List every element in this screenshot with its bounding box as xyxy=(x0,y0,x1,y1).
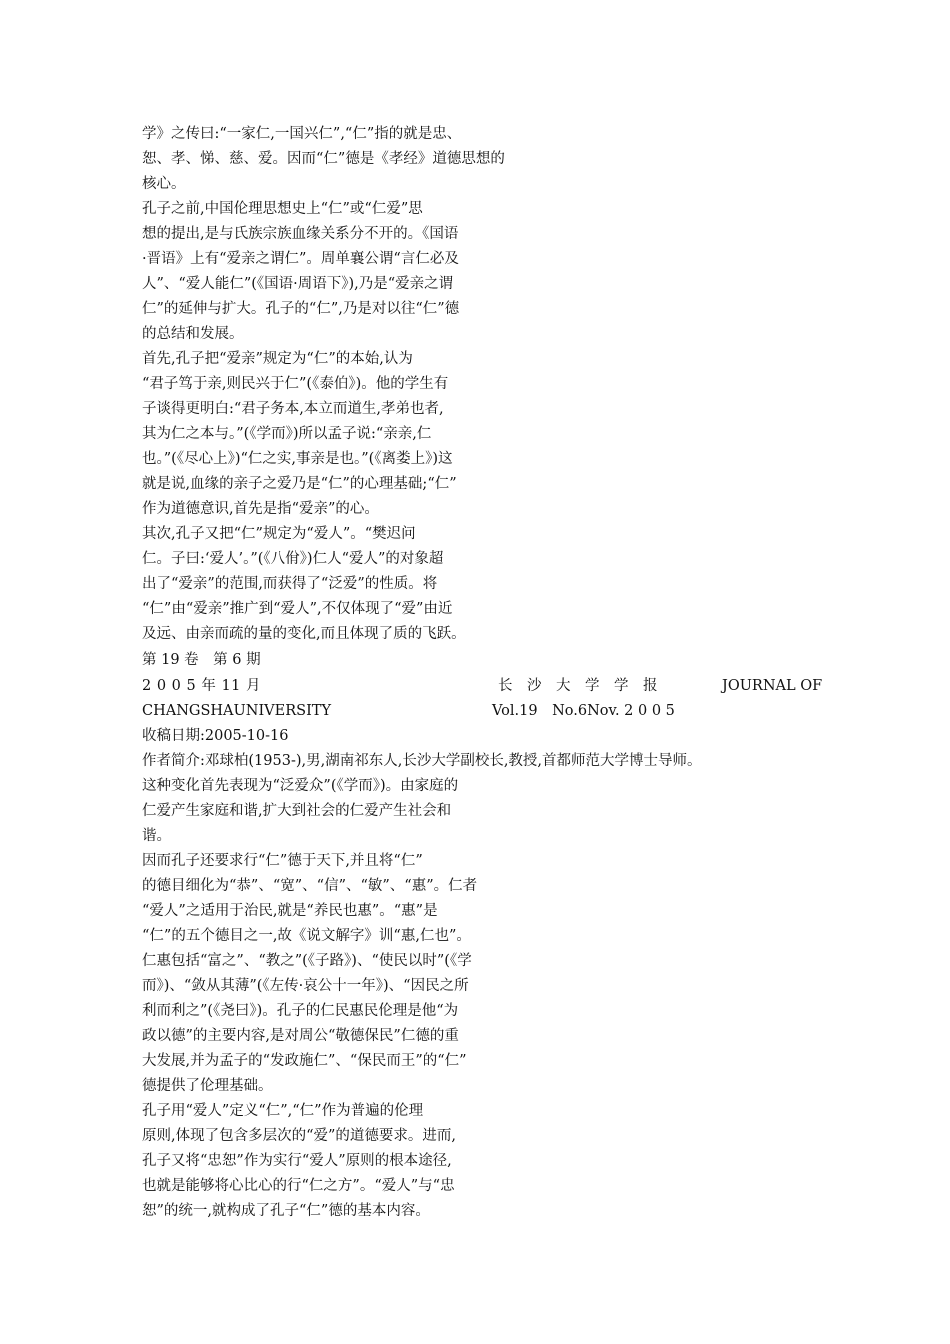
journal-name-cn: 长 沙 大 学 学 报 xyxy=(498,678,658,694)
text-line: “爱人”之适用于治民,就是“养民也惠”。“惠”是 xyxy=(142,903,438,919)
text-line: 学》之传曰:“一家仁,一国兴仁”,“仁”指的就是忠、 xyxy=(142,126,462,142)
text-line: 恕”的统一,就构成了孔子“仁”德的基本内容。 xyxy=(142,1203,430,1219)
text-line: 其为仁之本与。”(《学而》)所以孟子说:“亲亲,仁 xyxy=(142,426,432,442)
text-line: 而》)、“敛从其薄”(《左传·哀公十一年》)、“因民之所 xyxy=(142,978,469,994)
text-line: “仁”由“爱亲”推广到“爱人”,不仅体现了“爱”由近 xyxy=(142,601,453,617)
text-line: 因而孔子还要求行“仁”德于天下,并且将“仁” xyxy=(142,853,423,869)
text-line: 其次,孔子又把“仁”规定为“爱人”。“樊迟问 xyxy=(142,526,416,542)
text-line: “君子笃于亲,则民兴于仁”(《泰伯》)。他的学生有 xyxy=(142,376,449,392)
text-line: 谐。 xyxy=(142,828,171,844)
text-line: 人”、“爱人能仁”(《国语·周语下》),乃是“爱亲之谓 xyxy=(142,276,454,292)
text-line: 的总结和发展。 xyxy=(142,326,244,342)
text-line: 子谈得更明白:“君子务本,本立而道生,孝弟也者, xyxy=(142,401,444,417)
text-line: 仁惠包括“富之”、“教之”(《子路》)、“使民以时”(《学 xyxy=(142,953,472,969)
author-info: 作者简介:邓球柏(1953-),男,湖南祁东人,长沙大学副校长,教授,首都师范大学博士导师。 xyxy=(142,753,702,769)
text-line: 孔子之前,中国伦理思想史上“仁”或“仁爱”思 xyxy=(142,201,423,217)
text-line: 这种变化首先表现为“泛爱众”(《学而》)。由家庭的 xyxy=(142,778,459,794)
journal-name-en: JOURNAL OF xyxy=(722,678,823,694)
text-line: 大发展,并为孟子的“发政施仁”、“保民而王”的“仁” xyxy=(142,1053,467,1069)
text-line: 仁。子曰:‘爱人’。”(《八佾》)仁人“爱人”的对象超 xyxy=(142,551,444,567)
text-line: ·晋语》上有“爱亲之谓仁”。周单襄公谓“言仁必及 xyxy=(142,251,459,267)
text-line: 政以德”的主要内容,是对周公“敬德保民”仁德的重 xyxy=(142,1028,459,1044)
text-line: 首先,孔子把“爱亲”规定为“仁”的本始,认为 xyxy=(142,351,413,367)
text-line: 核心。 xyxy=(142,176,186,192)
volume-issue-en: Vol.19 No.6Nov. 2 0 0 5 xyxy=(492,703,675,719)
text-line: 恕、孝、悌、慈、爱。因而“仁”德是《孝经》道德思想的 xyxy=(142,151,505,167)
text-line: 及远、由亲而疏的量的变化,而且体现了质的飞跃。 xyxy=(142,626,466,642)
text-line: 的德目细化为“恭”、“宽”、“信”、“敏”、“惠”。仁者 xyxy=(142,878,478,894)
text-line: 德提供了伦理基础。 xyxy=(142,1078,273,1094)
text-line: 仁爱产生家庭和谐,扩大到社会的仁爱产生社会和 xyxy=(142,803,452,819)
text-line: “仁”的五个德目之一,故《说文解字》训“惠,仁也”。 xyxy=(142,928,471,944)
volume-issue: 第 19 卷 第 6 期 xyxy=(142,652,261,668)
text-line: 就是说,血缘的亲子之爱乃是“仁”的心理基础;“仁” xyxy=(142,476,457,492)
text-line: 也。”(《尽心上》)“仁之实,事亲是也。”(《离娄上》)这 xyxy=(142,451,453,467)
text-line: 孔子又将“忠恕”作为实行“爱人”原则的根本途径, xyxy=(142,1153,452,1169)
received-date: 收稿日期:2005-10-16 xyxy=(142,728,289,744)
text-line: 仁”的延伸与扩大。孔子的“仁”,乃是对以往“仁”德 xyxy=(142,301,460,317)
text-line: 出了“爱亲”的范围,而获得了“泛爱”的性质。将 xyxy=(142,576,438,592)
text-line: 孔子用“爱人”定义“仁”,“仁”作为普遍的伦理 xyxy=(142,1103,424,1119)
issue-date-cn: 2 0 0 5 年 11 月 xyxy=(142,678,262,694)
text-line: 作为道德意识,首先是指“爱亲”的心。 xyxy=(142,501,379,517)
text-line: 利而利之”(《尧曰》)。孔子的仁民惠民伦理是他“为 xyxy=(142,1003,459,1019)
journal-name-en-continued: CHANGSHAUNIVERSITY xyxy=(142,703,332,719)
text-line: 原则,体现了包含多层次的“爱”的道德要求。进而, xyxy=(142,1128,457,1144)
text-line: 也就是能够将心比心的行“仁之方”。“爱人”与“忠 xyxy=(142,1178,455,1194)
text-line: 想的提出,是与氏族宗族血缘关系分不开的。《国语 xyxy=(142,226,459,242)
